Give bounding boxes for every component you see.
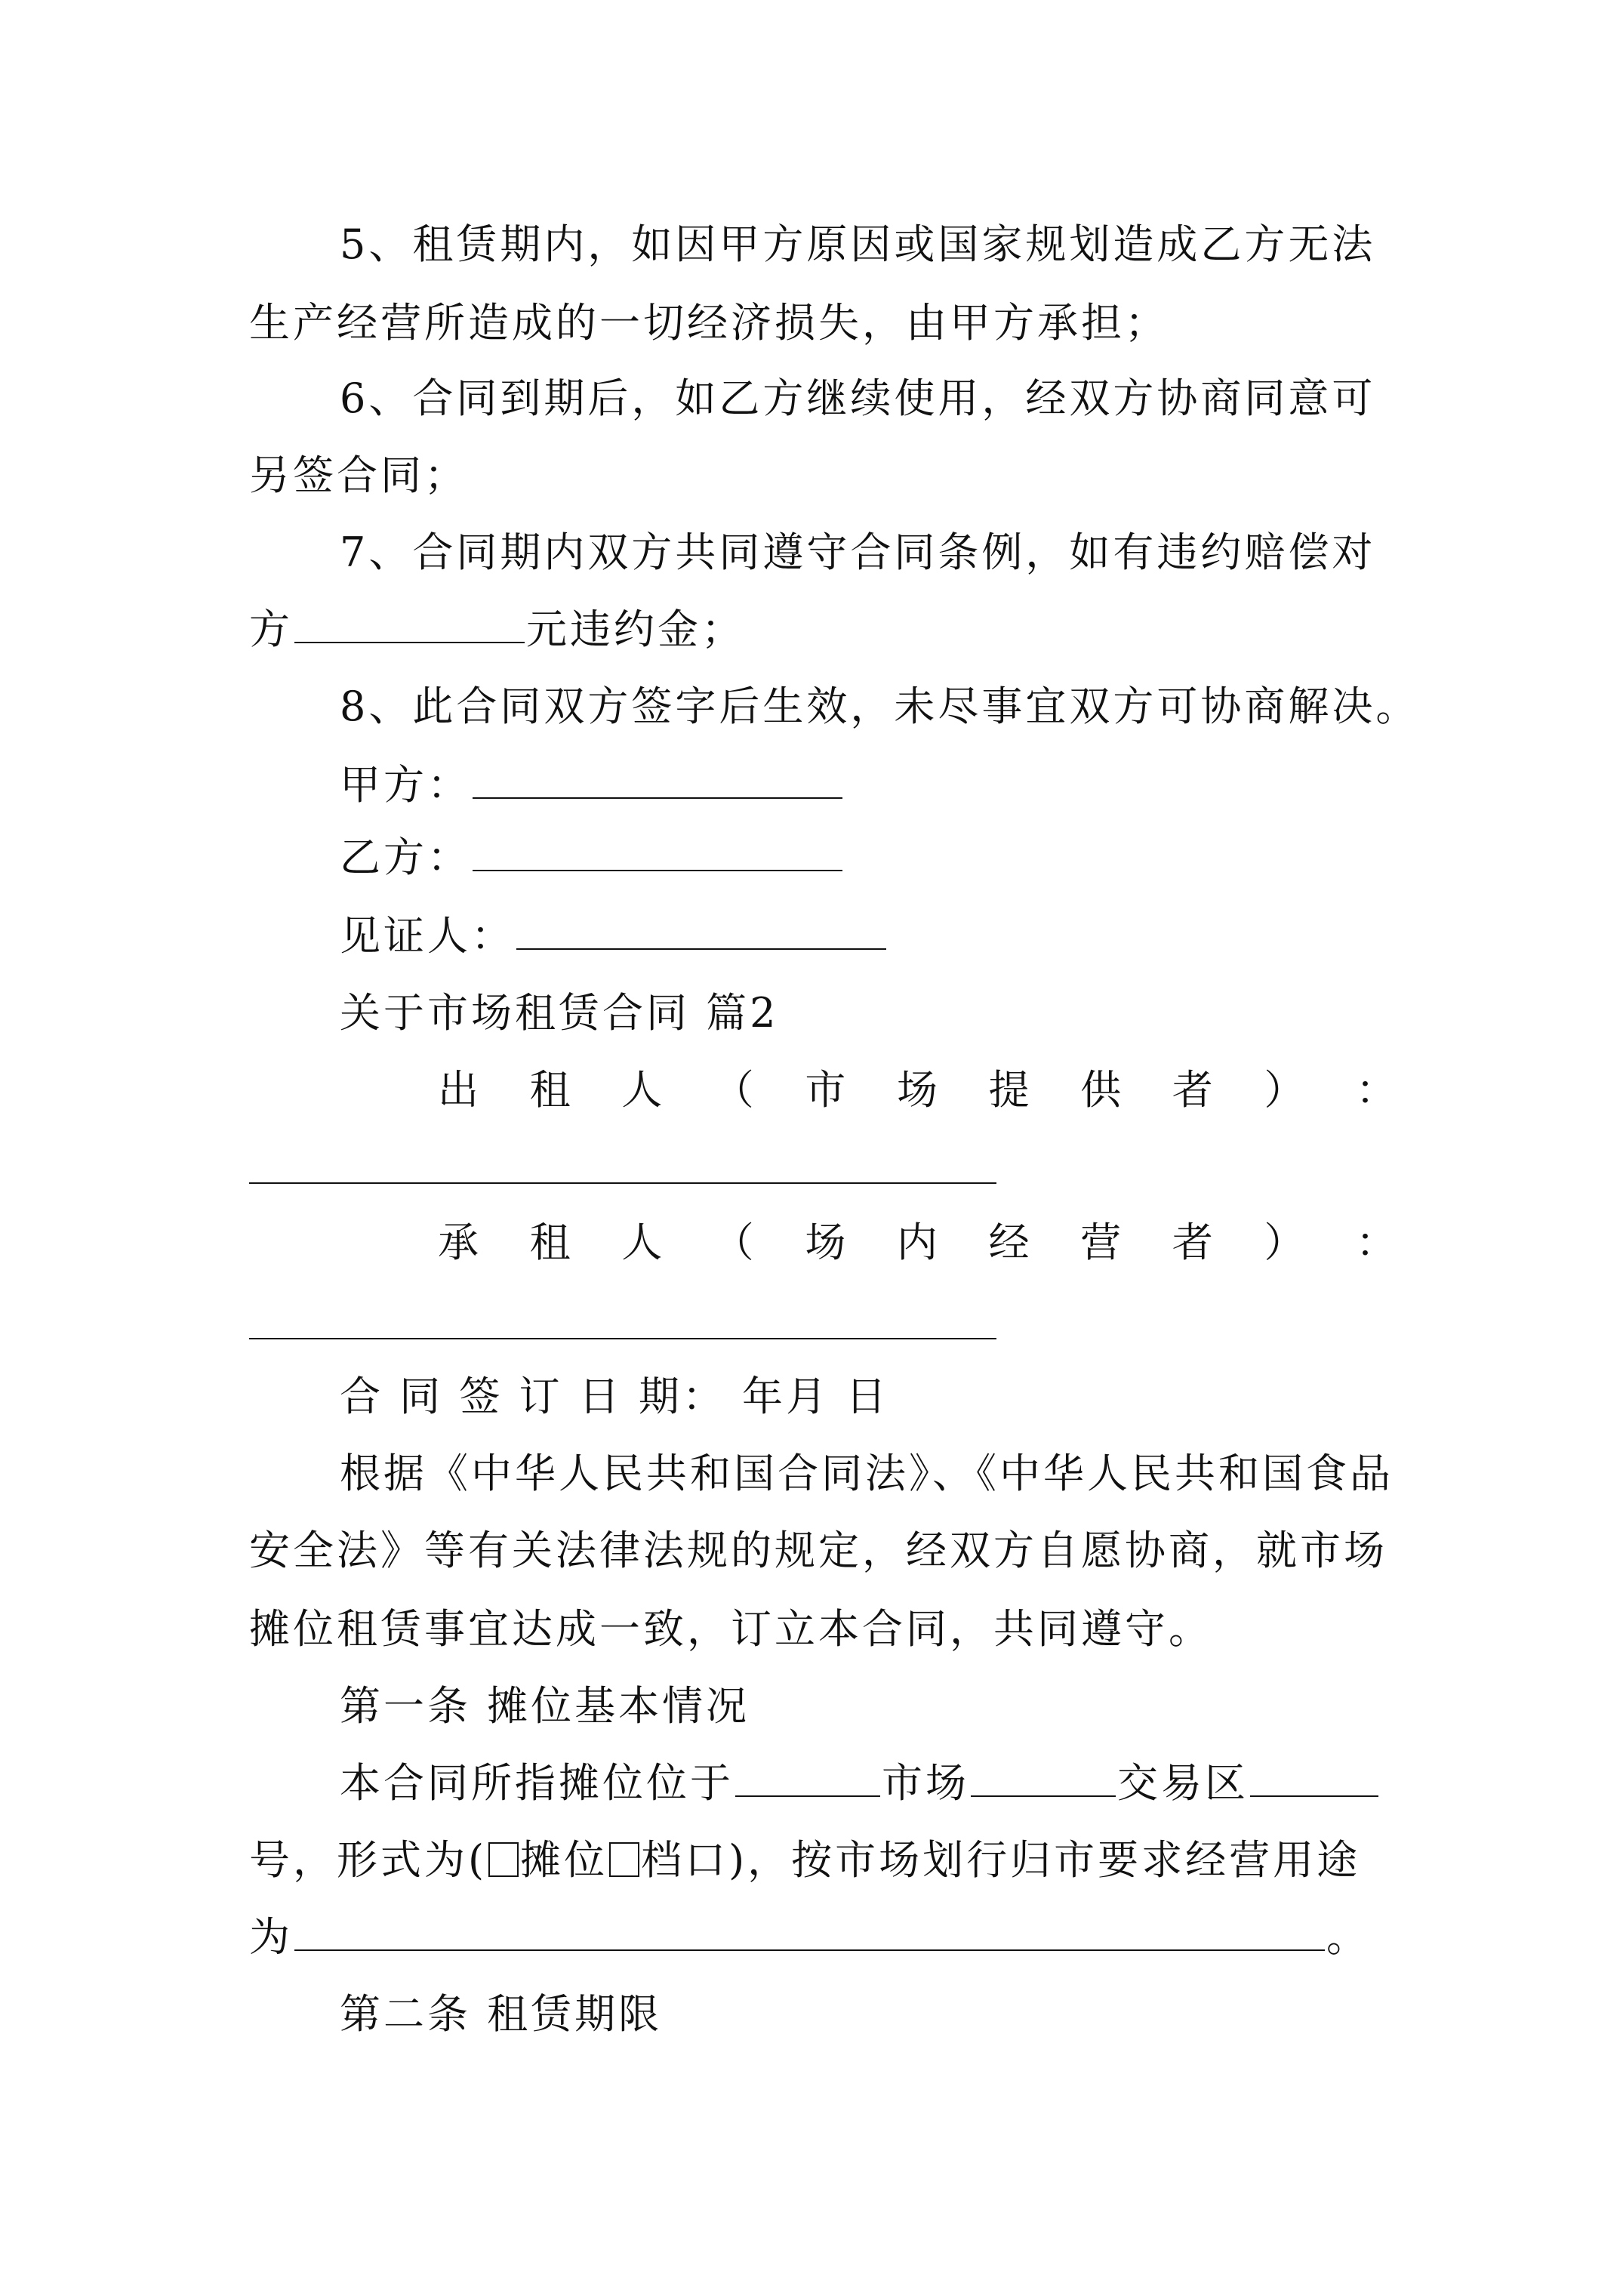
- lessee-char: 经: [988, 1219, 1030, 1266]
- clause-7-line-2: [249, 606, 1397, 654]
- form-prefix: 号，形式为(: [249, 1836, 488, 1884]
- lessor-char: 提: [988, 1066, 1030, 1114]
- article-1-line-2: [249, 1836, 1397, 1885]
- intro-line-3: 摊位租赁事宜达成一致，订立本合同，共同遵守。: [249, 1605, 1212, 1653]
- intro-line-2: 安全法》等有关法律法规的规定，经双方自愿协商，就市场: [249, 1527, 1387, 1574]
- booth-checkbox[interactable]: [609, 1842, 639, 1877]
- usage-suffix: 。: [1326, 1913, 1370, 1961]
- party-b-signature-row: [340, 834, 1397, 882]
- lessee-char: （: [713, 1219, 754, 1266]
- lessee-char: 内: [896, 1219, 938, 1266]
- usage-prefix: 为: [249, 1913, 293, 1961]
- contract-date-row: [340, 1373, 1397, 1421]
- lessor-char: 者: [1172, 1066, 1213, 1114]
- stall-location-prefix: 本合同所指摊位位于: [340, 1759, 734, 1807]
- lessee-char: 者: [1172, 1219, 1213, 1266]
- article-1-line-3: [249, 1913, 1397, 1962]
- article-2-title: 第二条 租赁期限: [340, 1990, 663, 2038]
- lessee-char: 场: [805, 1219, 846, 1266]
- intro-line-1: 根据《中华人民共和国合同法》、《中华人民共和国食品: [340, 1450, 1394, 1497]
- clause-8-line: 8、此合同双方签字后生效，未尽事宜双方可协商解决。: [340, 683, 1420, 730]
- party-b-label: 乙方：: [340, 834, 471, 881]
- penalty-amount-blank[interactable]: [294, 606, 525, 643]
- witness-signature-blank[interactable]: [516, 912, 886, 950]
- article-1-line-1: [340, 1759, 1397, 1808]
- witness-label: 见证人：: [340, 912, 515, 960]
- contract-date-label: 合 同 签 订 日 期：: [340, 1373, 726, 1420]
- lessor-label-row: [438, 1066, 1397, 1114]
- lessor-char: （: [713, 1066, 754, 1114]
- lessee-char: ：: [1355, 1219, 1397, 1266]
- section-2-heading: 关于市场租赁合同 篇2: [340, 989, 779, 1037]
- stall-checkbox[interactable]: [488, 1842, 519, 1877]
- lessor-char: 租: [529, 1066, 571, 1114]
- market-name-blank[interactable]: [735, 1759, 880, 1797]
- clause-7-line-1: 7、合同期内双方共同遵守合同条例，如有违约赔偿对: [340, 529, 1376, 576]
- lessor-name-blank[interactable]: [249, 1182, 996, 1184]
- party-a-signature-row: [340, 761, 1397, 809]
- lessor-char: 场: [896, 1066, 938, 1114]
- lessee-char: 人: [621, 1219, 663, 1266]
- form-suffix: 档口)，按市场划行归市要求经营用途: [641, 1836, 1361, 1884]
- lessor-char: 供: [1080, 1066, 1122, 1114]
- lessor-char: 人: [621, 1066, 663, 1114]
- trading-area-label: 交易区: [1117, 1759, 1249, 1807]
- trading-area-blank[interactable]: [971, 1759, 1116, 1797]
- business-use-blank[interactable]: [294, 1913, 1325, 1951]
- lessor-char: 市: [805, 1066, 846, 1114]
- lessor-char: ）: [1264, 1066, 1305, 1114]
- clause-5-line-1: 5、租赁期内，如因甲方原因或国家规划造成乙方无法: [340, 220, 1376, 268]
- party-a-label: 甲方：: [340, 761, 471, 809]
- market-label: 市场: [882, 1759, 969, 1807]
- clause-7-suffix: 元违约金；: [526, 606, 745, 653]
- lessee-char: 租: [529, 1219, 571, 1266]
- clause-6-line-1: 6、合同到期后，如乙方继续使用，经双方协商同意可: [340, 374, 1376, 422]
- lessee-label-row: [438, 1219, 1397, 1267]
- lessee-char: ）: [1264, 1219, 1305, 1266]
- stall-option-label: 摊位: [520, 1836, 608, 1884]
- article-1-title: 第一条 摊位基本情况: [340, 1682, 750, 1730]
- party-a-signature-blank[interactable]: [473, 761, 842, 799]
- lessor-char: 出: [438, 1066, 479, 1114]
- clause-5-line-2: 生产经营所造成的一切经济损失，由甲方承担；: [249, 299, 1169, 347]
- lessee-char: 承: [438, 1219, 479, 1266]
- contract-date-units: 年月 日: [742, 1373, 890, 1420]
- lessee-name-blank[interactable]: [249, 1338, 996, 1339]
- lessee-char: 营: [1080, 1219, 1122, 1266]
- lessor-char: ：: [1355, 1066, 1397, 1114]
- clause-7-prefix: 方: [249, 606, 293, 653]
- witness-signature-row: [340, 912, 1397, 960]
- clause-6-line-2: 另签合同；: [249, 451, 468, 499]
- party-b-signature-blank[interactable]: [473, 834, 842, 871]
- stall-number-blank[interactable]: [1250, 1759, 1378, 1797]
